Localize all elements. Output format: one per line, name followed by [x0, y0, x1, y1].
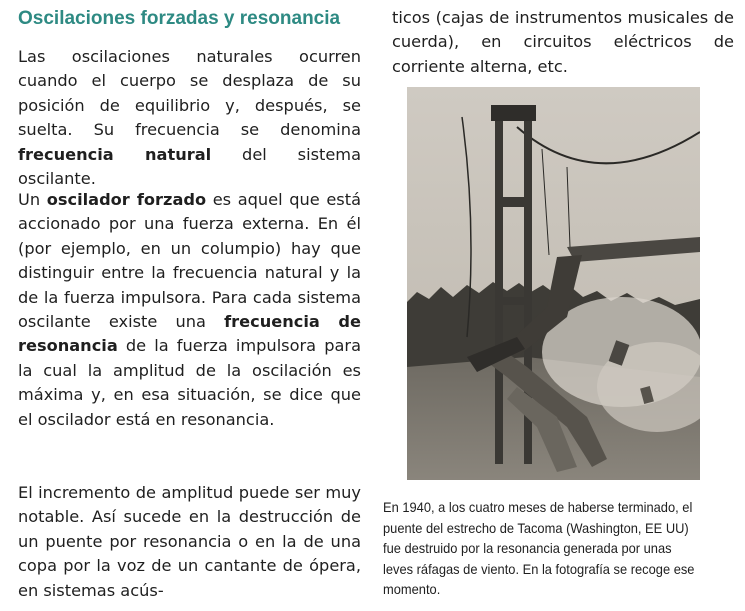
paragraph-amplitude-continued: ticos (cajas de instrumentos musicales de cuerda), en circuitos eléctricos de corriente alterna, etc.	[392, 8, 734, 76]
para2-text-2: es aquel que está accionado por una fuerza externa. En él (por ejemplo, en un columpio) hay que distinguir entre la frecuencia natural y la de la fuerza impulsora. Para cada sistema oscilante existe una	[18, 190, 361, 332]
tacoma-bridge-photo	[407, 87, 700, 480]
para2-text-1: Un	[18, 190, 47, 209]
para1-text-1: Las oscilaciones naturales ocurren cuando el cuerpo se desplaza de su posición de equilibrio y, después, se suelta. Su frecuencia se denomina	[18, 47, 361, 140]
term-resonance-frequency: frecuencia de resonancia	[18, 312, 361, 356]
paragraph-forced-oscillator	[18, 188, 361, 432]
paragraph-amplitude-increase: El incremento de amplitud puede ser muy notable. Así sucede en la destrucción de un puente por resonancia o en la de una copa por la voz de un cantante de ópera, en sistemas acús-	[18, 483, 361, 600]
term-forced-oscillator: oscilador forzado	[46, 190, 207, 209]
para1-text-2: del sistema oscilante.	[18, 144, 361, 189]
photo-caption: En 1940, a los cuatro meses de haberse terminado, el puente del estrecho de Tacoma (Washington, EE UU) fue destruido por la resonancia generada por unas leves ráfagas de viento. En la fotografía se recoge ese momento.	[383, 499, 695, 598]
term-natural-frequency: frecuencia natural	[18, 144, 212, 164]
section-heading: Oscilaciones forzadas y resonancia	[18, 8, 341, 29]
para2-text-3: de la fuerza impulsora para la cual la amplitud de la oscilación es máxima y, en esa situación, se dice que el oscilador está en resonancia.	[18, 336, 361, 429]
paragraph-natural-oscillations	[18, 45, 361, 191]
